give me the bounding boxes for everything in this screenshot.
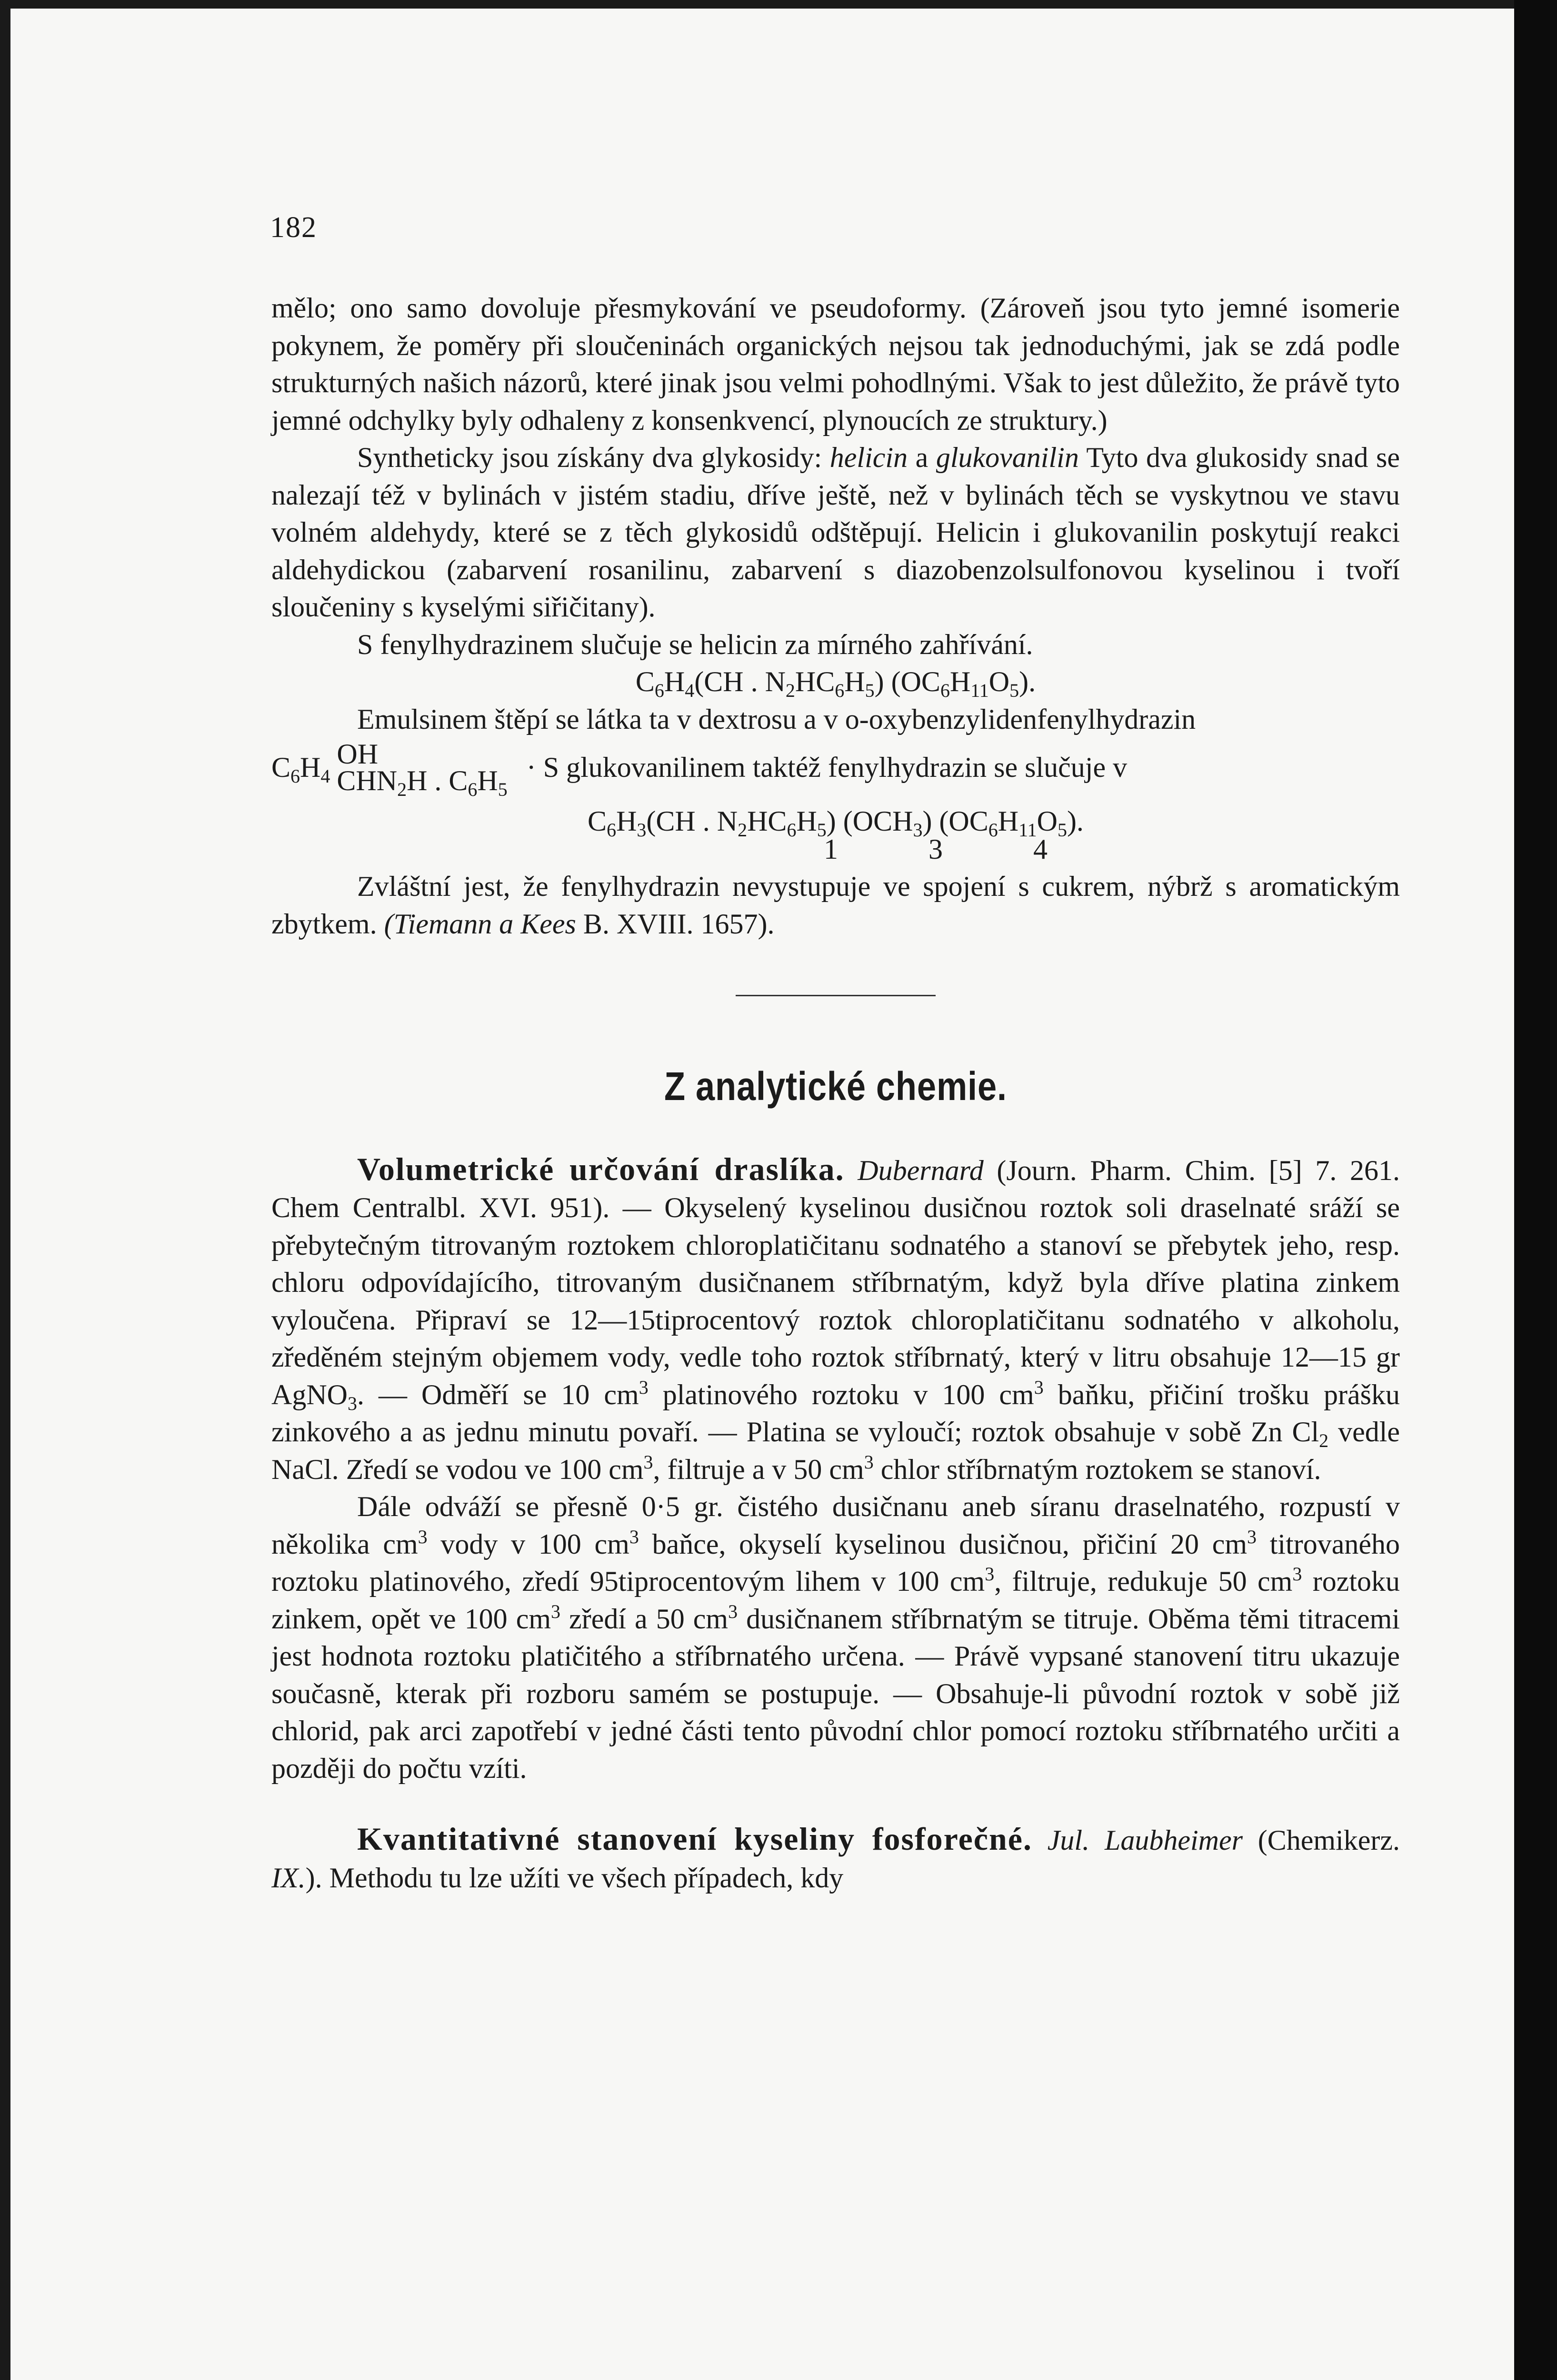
section-title: Z analytické chemie. xyxy=(664,1064,1007,1109)
article: Volumetrické určování draslíka. Dubernard (Journ. Pharm. Chim. [5] 7. 261. Chem Centralbl. XVI. 951). — Okyselený kyselinou dusičnou roztok soli draselnaté sráží se přebytečným titrovaným roztokem chloroplatičitanu sodnatého a stanoví se přebytek jeho, resp. chloru odpovídajícího, titrovaným dusičnanem stříbrnatým, když byla dříve platina zinkem vyloučena. Připraví se 12—15tiprocentový roztok chloroplatičitanu sodnatého v alkoholu, zředěném stejným objemem vody, vedle toho roztok stříbrnatý, který v litru obsahuje 12—15 gr AgNO$_3$. — Odměří se 10 $cm^3$ platinového roztoku v 100 $cm^3$ baňku, přičiní trošku prášku zinkového a as jednu minutu povaří. — Platina se vyloučí; roztok obsahuje v sobě Zn $Cl_2$ vedle NaCl. Zředí se vodou ve 100 $cm^3$, filtruje a v 50 $cm^3$ chlor stříbrnatým roztokem se stanoví. xyxy=(271,1150,1400,1485)
article-title: Volumetrické určování draslíka. xyxy=(357,1150,845,1187)
paragraph: Dále odváží se přesně 0·5 gr. čistého dusičnanu aneb síranu draselnatého, rozpustí v několika $cm^3$ vody v 100 $cm^3$ baňce, okyselí kyselinou dusičnou, přičiní 20 $cm^3$ titrovaného roztoku platinového, zředí 95tiprocentovým lihem v 100 $cm^3$, filtruje, redukuje 50 $cm^3$ roztoku zinkem, opět ve 100 $cm^3$ zředí a 50 $cm^3$ dusičnanem stříbrnatým se titruje. Oběma těmi titracemi jest hodnota roztoku platičitého a stříbrnatého určena. — Právě vypsané stanovení titru ukazuje současně, kterak při rozboru samém se postupuje. — Obsahuje-li původní roztok v sobě již chlorid, pak arci zapotřebí v jedné části tento původní chlor pomocí roztoku stříbrnatého určiti a později do počtu vzíti. xyxy=(271,1491,1400,1784)
paragraph: mělo; ono samo dovoluje přesmykování ve pseudoformy. (Zároveň jsou tyto jemné isomerie pokynem, že poměry při sloučeninách organických nejsou tak jednoduchými, jak se zdá podle strukturných našich názorů, které jinak jsou velmi pohodlnými. Však to jest důležito, že právě tyto jemné odchylky byly odhaleny z konsenkvencí, plynoucích ze struktury.) xyxy=(271,292,1400,436)
article-author: Jul. Laubheimer xyxy=(1047,1825,1243,1856)
formula-bottom: $CHN_2H$ . $C_6H_5$ xyxy=(337,765,508,800)
page-body xyxy=(271,289,1400,1896)
article-author: Dubernard xyxy=(858,1154,984,1186)
formula: $C_6H_3(CH$ . $N_2HC_6H_5$) $(OCH_3)$ $(OC_6H_{11}O_5)$. xyxy=(588,805,1084,841)
page xyxy=(10,9,1514,2380)
divider xyxy=(736,995,936,996)
paragraph: Zvláštní jest, že fenylhydrazin nevystupuje ve spojení s cukrem, nýbrž s aromatickým zbytkem. (Tiemann a Kees B. XVIII. 1657). xyxy=(271,871,1400,940)
formula: $C_6H_4$ OH $CHN_2H$ . $C_6H_5$ · S glukovanilinem taktéž fenylhydrazin se slučuje v xyxy=(271,738,1128,800)
paragraph: S fenylhydrazinem slučuje se helicin za mírného zahřívání. xyxy=(357,628,1033,660)
page-number: 182 xyxy=(270,211,317,244)
paragraph: Syntheticky jsou získány dva glykosidy: helicin a glukovanilin Tyto dva glukosidy snad se nalezají též v bylinách v jistém stadiu, dříve ještě, než v bylinách těch se vyskytnou ve stavu volném aldehydy, které se z těch glykosidů odštěpují. Helicin i glukovanilin poskytují reakci aldehydickou (zabarvení rosanilinu, zabarvení s diazobenzolsulfonovou kyselinou i tvoří sloučeniny s kyselými siřičitany). xyxy=(271,442,1400,623)
formula-top: OH xyxy=(337,738,379,770)
paragraph: Emulsinem štěpí se látka ta v dextrosu a v o-oxybenzylidenfenylhydrazin xyxy=(357,703,1196,735)
formula: $C_6H_4(CH$ . $N_2HC_6H_5$) $(OC_6H_{11}O_5)$. xyxy=(635,666,1036,701)
scan-edge xyxy=(1514,0,1557,2380)
term-helicin: helicin xyxy=(829,442,908,473)
article-title: Kvantitativné stanovení kyseliny fosforečné. xyxy=(357,1821,1032,1857)
article: Kvantitativné stanovení kyseliny fosforečné. Jul. Laubheimer (Chemikerz. IX.). Methodu tu lze užíti ve všech případech, kdy xyxy=(271,1821,1400,1894)
term-glukovanilin: glukovanilin xyxy=(936,442,1079,473)
formula-numbering: 1 3 4 xyxy=(824,833,1048,865)
